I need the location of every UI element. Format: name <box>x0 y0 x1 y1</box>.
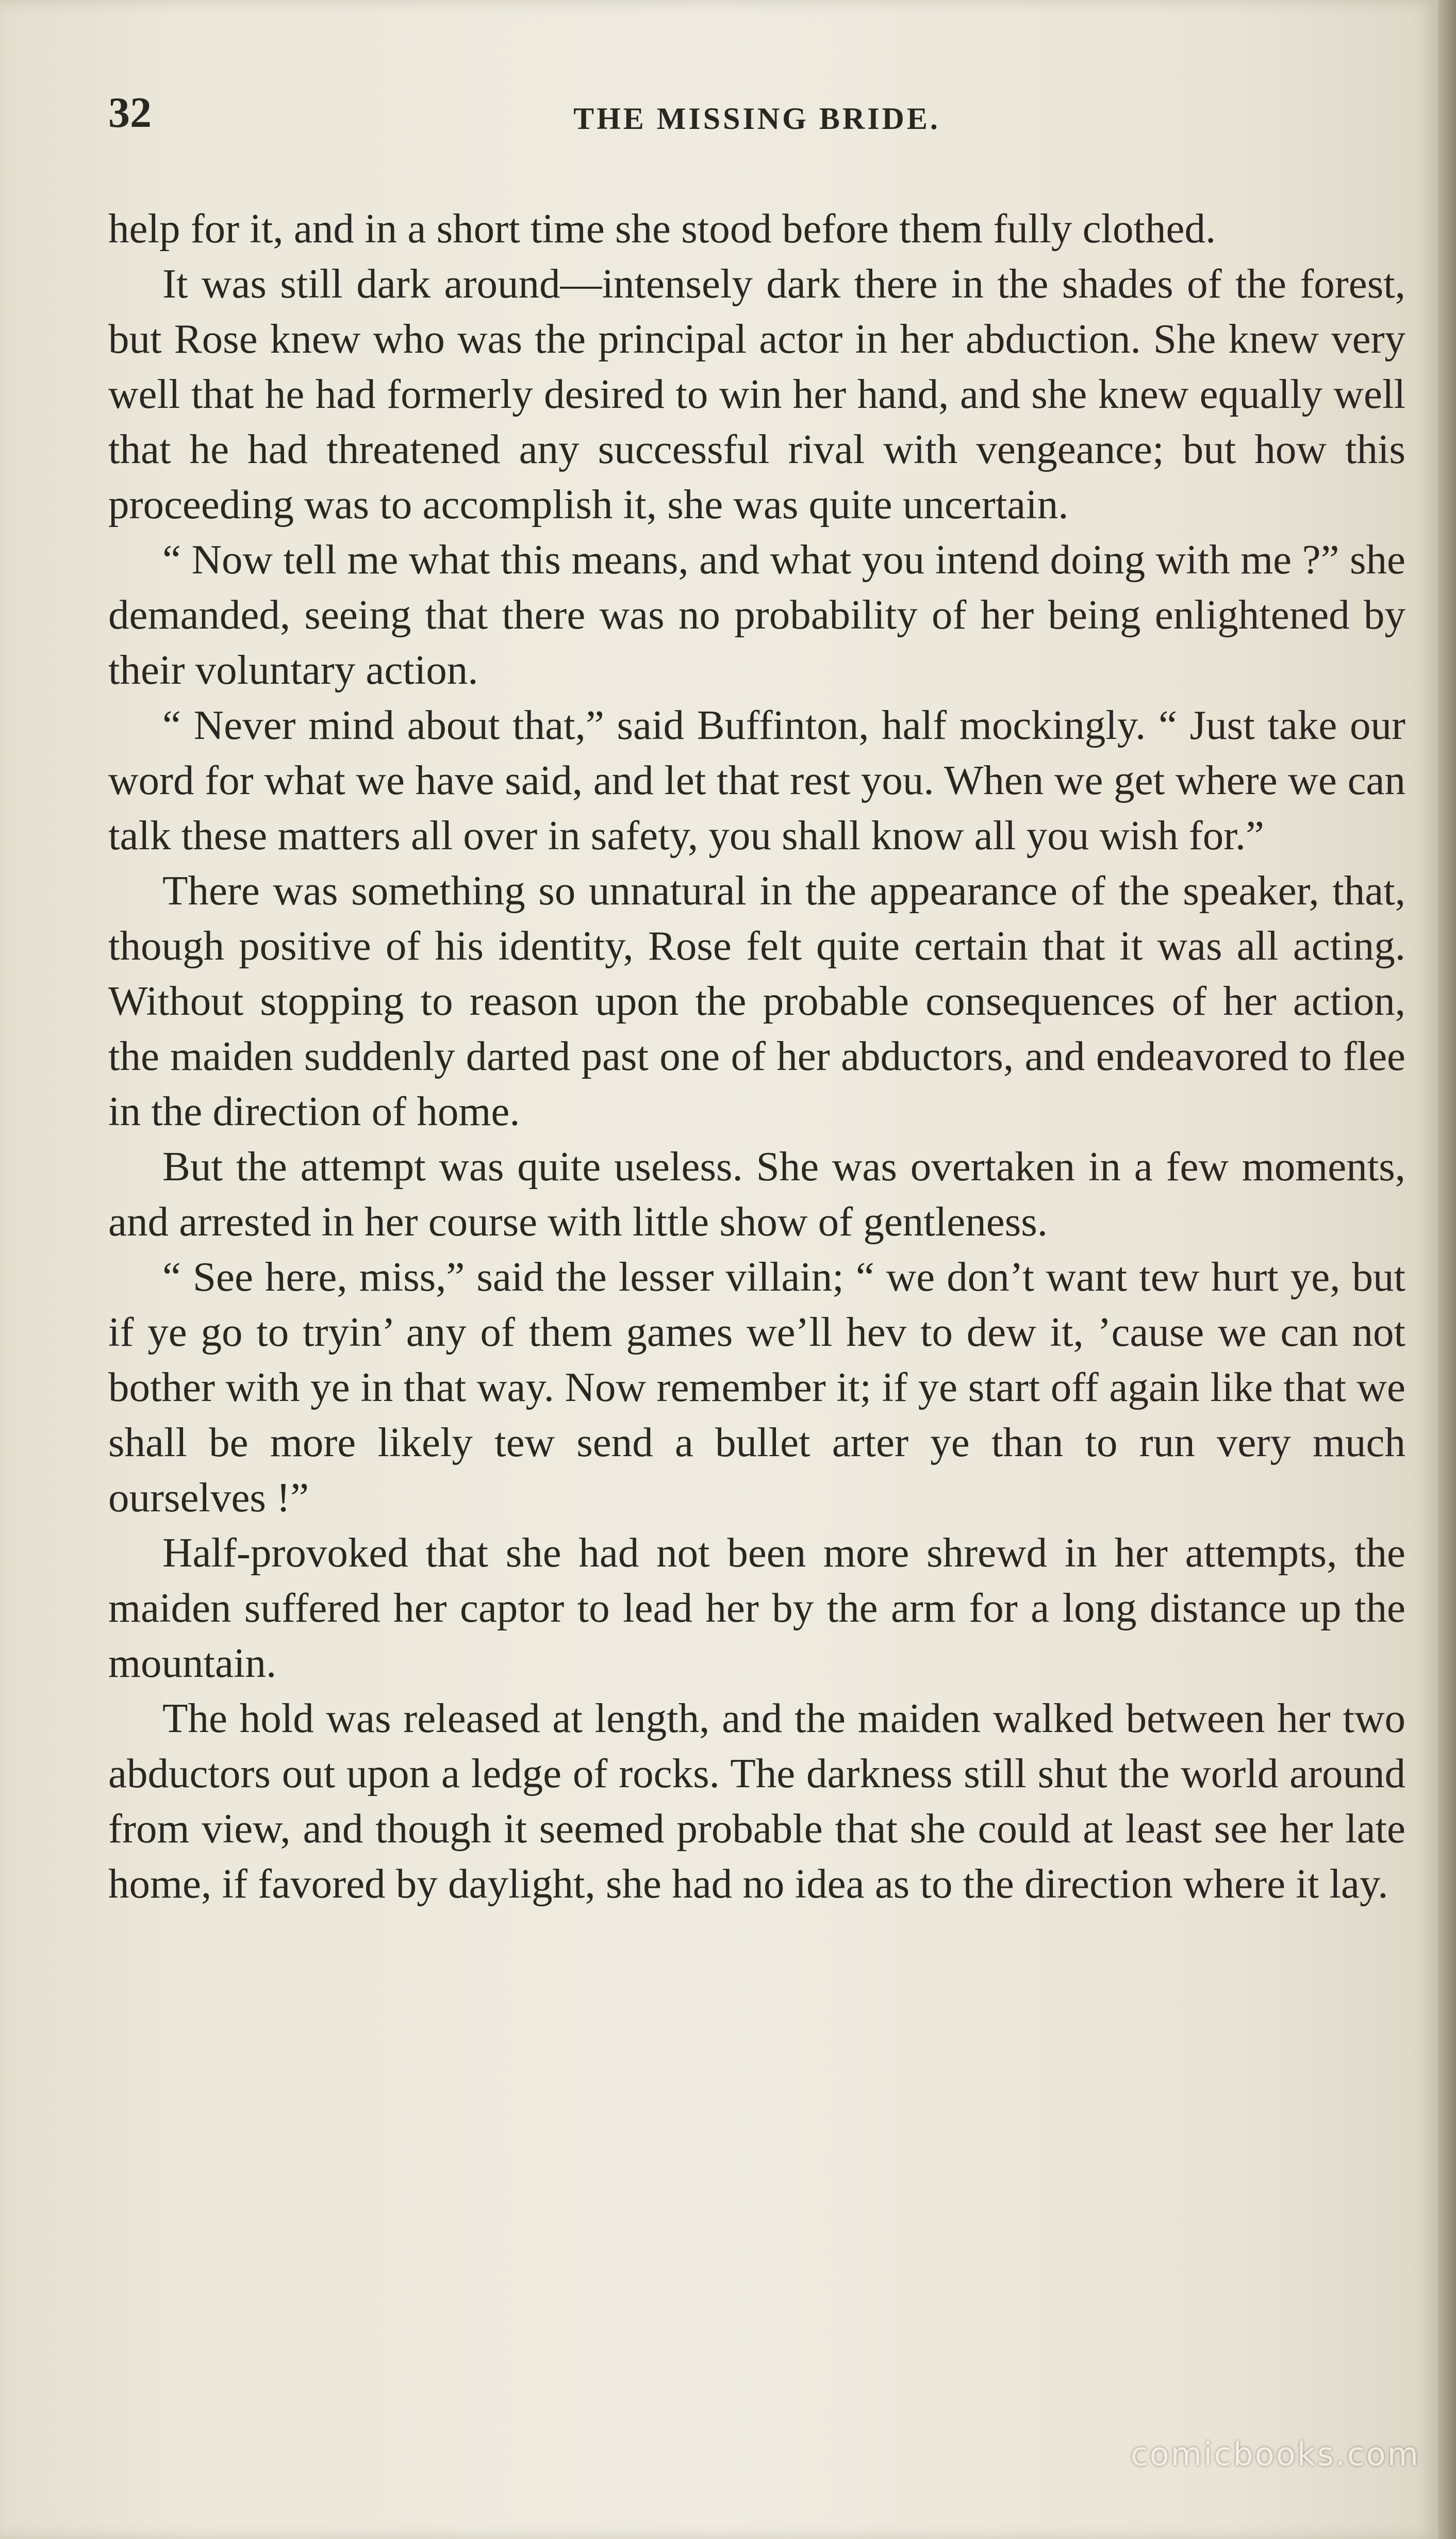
paragraph: But the attempt was quite useless. She was overtaken in a few moments, and arrested in her course with little show of gentleness. <box>108 1143 1405 1245</box>
body-text <box>108 201 1405 1911</box>
paragraph: The hold was released at length, and the maiden walked between her two abductors out upon a ledge of rocks. The darkness still shut the world around from view, and though it seemed probable that she could at least see her late home, if favored by daylight, she had no idea as to the direction where it lay. <box>108 1695 1405 1907</box>
paragraph: “ Never mind about that,” said Buffinton, half mockingly. “ Just take our word for what we have said, and let that rest you. When we get where we can talk these matters all over in safety, you shall know all you wish for.” <box>108 702 1405 859</box>
paragraph: It was still dark around—intensely dark there in the shades of the forest, but Rose knew who was the principal actor in her abduction. She knew very well that he had formerly desired to win her hand, and she knew equally well that he had threatened any successful rival with vengeance; but how this proceeding was to accomplish it, she was quite uncertain. <box>108 260 1405 527</box>
paragraph: “ See here, miss,” said the lesser villain; “ we don’t want tew hurt ye, but if ye go to tryin’ any of them games we’ll hev to dew it, ’cause we can not bother with ye in that way. Now remember it; if ye start off again like that we shall be more likely tew send a bullet arter ye than to run very much ourselves !” <box>108 1254 1405 1521</box>
running-title: THE MISSING BRIDE. <box>573 102 940 136</box>
paragraph: Half-provoked that she had not been more shrewd in her attempts, the maiden suffered her captor to lead her by the arm for a long distance up the mountain. <box>108 1529 1405 1686</box>
paragraph: “ Now tell me what this means, and what you intend doing with me ?” she demanded, seeing that there was no probability of her being enlightened by their voluntary action. <box>108 536 1405 693</box>
page-number: 32 <box>108 89 152 137</box>
page-edge <box>1438 0 1456 2539</box>
running-head <box>108 88 1405 144</box>
paragraph: There was something so unnatural in the appearance of the speaker, that, though positive of his identity, Rose felt quite certain that it was all acting. Without stopping to reason upon the probable consequences of her action, the maiden suddenly darted past one of her abductors, and endeavored to flee in the direction of home. <box>108 867 1405 1134</box>
paragraph-continuation: help for it, and in a short time she stood before them fully clothed. <box>108 205 1216 252</box>
watermark: comicbooks.com <box>1130 2435 1420 2473</box>
